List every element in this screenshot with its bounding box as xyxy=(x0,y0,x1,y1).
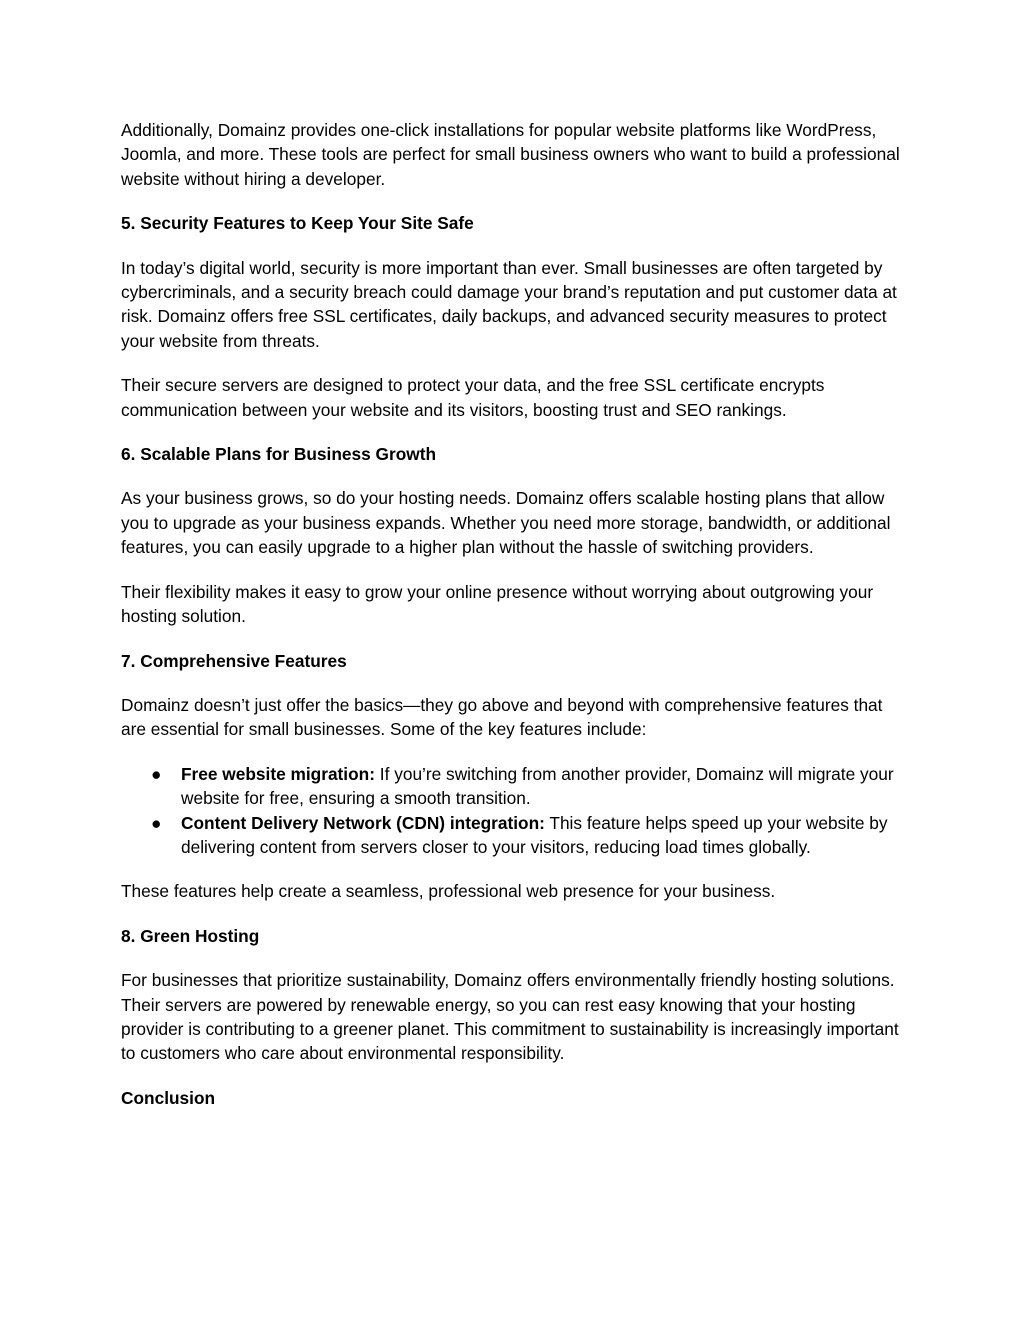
list-item-title: Free website migration: xyxy=(181,763,375,784)
intro-paragraph: Additionally, Domainz provides one-click installations for popular website platforms like WordPress, Joomla, and more. These tools are perfect for small business owners who want to build a professional website without hiring a developer. xyxy=(121,120,900,189)
scalable-paragraph-2: Their flexibility makes it easy to grow your online presence without worrying about outgrowing your hosting solution. xyxy=(121,581,874,627)
bullet-icon: ● xyxy=(151,763,162,784)
list-item xyxy=(151,762,911,811)
green-paragraph: For businesses that prioritize sustainability, Domainz offers environmentally friendly hosting solutions. Their servers are powered by renewable energy, so you can rest easy knowing that your hosting provider is contributing to a greener planet. This commitment to sustainability is increasingly important to customers who care about environmental responsibility. xyxy=(121,970,899,1064)
comprehensive-paragraph-2: These features help create a seamless, professional web presence for your business. xyxy=(121,881,776,902)
features-list xyxy=(121,762,911,860)
security-paragraph-1: In today’s digital world, security is more important than ever. Small businesses are often targeted by cybercriminals, and a security breach could damage your brand’s reputation and put customer data at risk. Domainz offers free SSL certificates, daily backups, and advanced security measures to protect your website from threats. xyxy=(121,257,897,351)
conclusion-heading: Conclusion xyxy=(121,1087,216,1108)
bullet-icon: ● xyxy=(151,812,162,833)
scalable-paragraph-1: As your business grows, so do your hosting needs. Domainz offers scalable hosting plans that allow you to upgrade as your business expands. Whether you need more storage, bandwidth, or additional features, you can easily upgrade to a higher plan without the hassle of switching providers. xyxy=(121,488,891,558)
list-item-text: This feature helps speed up your website by delivering content from servers closer to your visitors, reducing load times globally. xyxy=(181,812,888,857)
comprehensive-heading: 7. Comprehensive Features xyxy=(121,650,347,671)
security-paragraph-2: Their secure servers are designed to protect your data, and the free SSL certificate encrypts communication between your website and its visitors, boosting trust and SEO rankings. xyxy=(121,375,825,420)
list-item xyxy=(151,811,911,860)
green-heading: 8. Green Hosting xyxy=(121,925,260,946)
security-heading: 5. Security Features to Keep Your Site Safe xyxy=(121,213,474,234)
list-item-title: Content Delivery Network (CDN) integration: xyxy=(181,812,545,833)
scalable-heading: 6. Scalable Plans for Business Growth xyxy=(121,444,437,465)
comprehensive-paragraph-1: Domainz doesn’t just offer the basics—they go above and beyond with comprehensive features that are essential for small businesses. Some of the key features include: xyxy=(121,694,883,740)
document-page xyxy=(121,118,911,1130)
list-item-text: If you’re switching from another provider, Domainz will migrate your website for free, ensuring a smooth transition. xyxy=(181,763,894,809)
